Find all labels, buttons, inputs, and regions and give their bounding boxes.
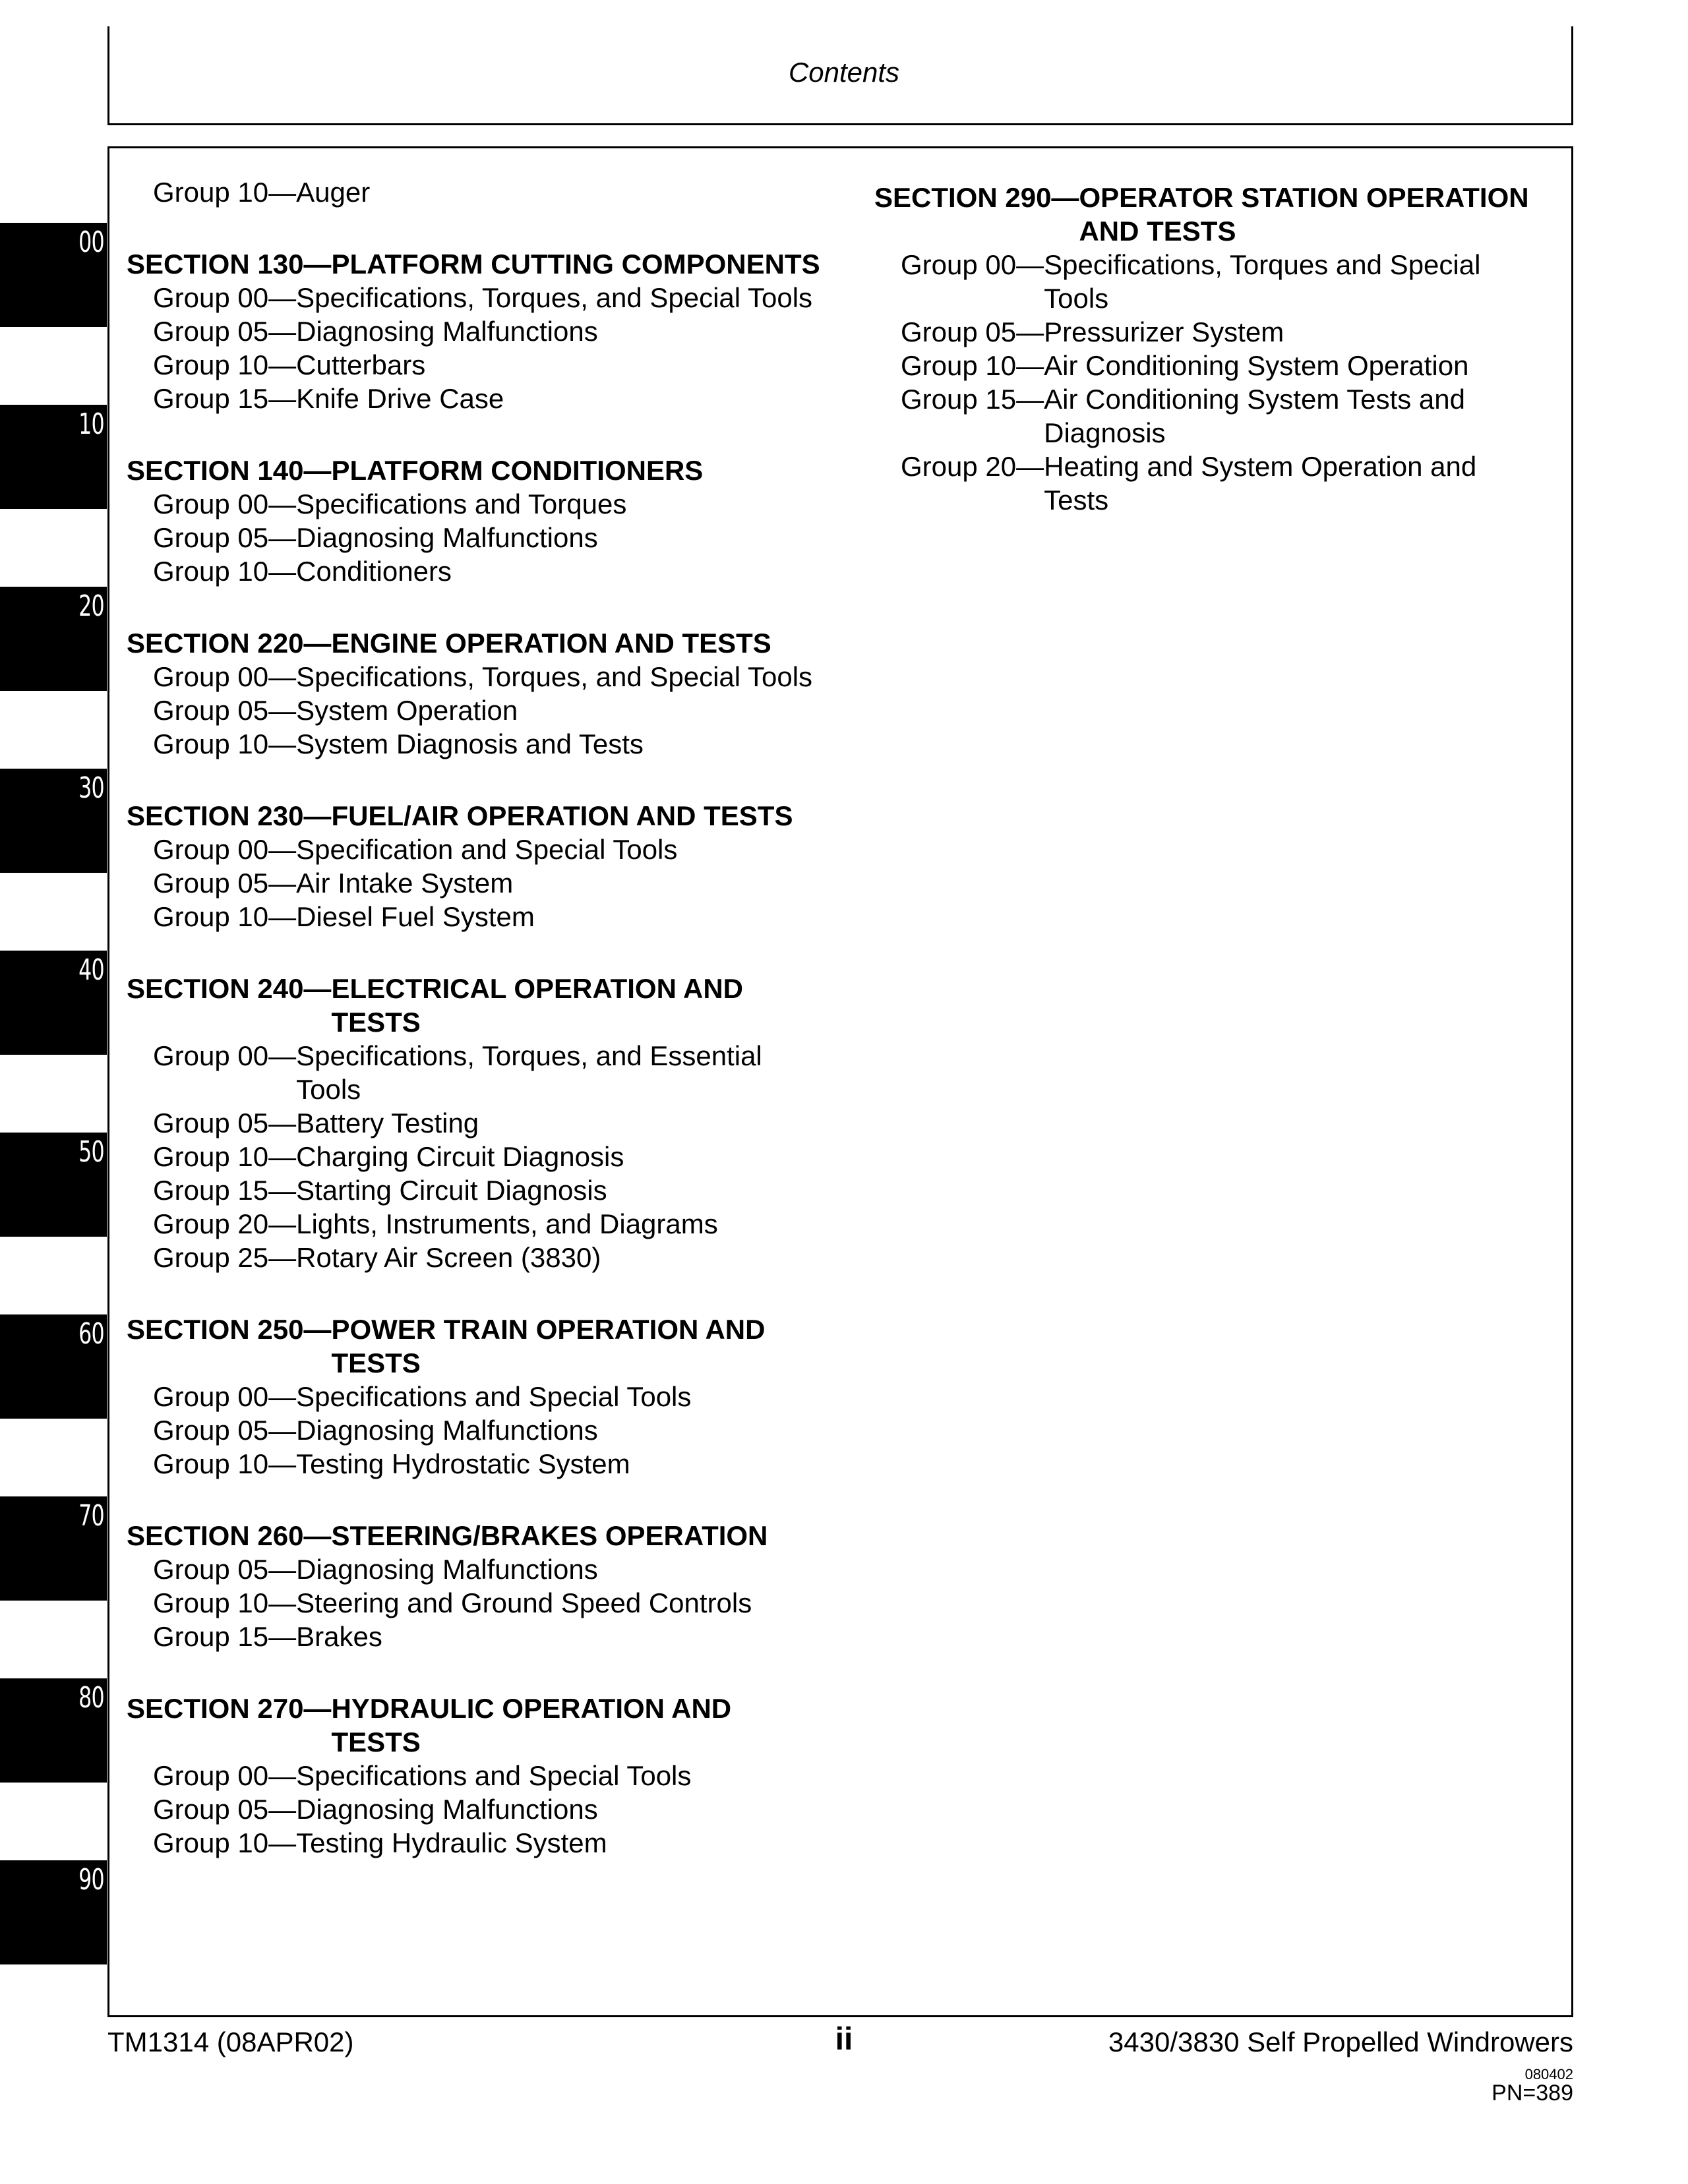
group-code: Group 15— [153,383,297,414]
group-code: Group 10— [153,728,297,759]
group-code: Group 05— [901,316,1044,347]
section-title[interactable] [127,1519,826,1552]
thumb-tab-label: 90 [78,1863,104,1897]
group-name: Steering and Ground Speed Controls [296,1587,752,1618]
group-name: Air Conditioning System Tests and Diagnosis [1044,384,1466,448]
group-name: Diagnosing Malfunctions [296,316,598,347]
toc-left-column [127,175,826,1898]
thumb-tab[interactable] [0,587,107,691]
group-name: Lights, Instruments, and Diagrams [296,1208,718,1239]
thumb-tab-label: 00 [78,225,104,259]
group-name: Air Conditioning System Operation [1044,350,1469,381]
thumb-tab[interactable] [0,1314,107,1419]
toc-group[interactable] [127,1620,826,1653]
group-name: Battery Testing [296,1107,479,1138]
toc-group[interactable] [127,1552,826,1586]
product-name: 3430/3830 Self Propelled Windrowers [1108,2026,1573,2057]
toc-section [127,626,826,761]
page-title: Contents [788,57,900,88]
section-title[interactable] [127,1692,826,1759]
section-title[interactable] [127,247,826,281]
toc-group[interactable] [127,694,826,727]
toc-group[interactable] [127,1792,826,1826]
group-code: Group 10— [153,177,297,208]
group-name: Testing Hydraulic System [296,1827,607,1858]
group-name: Specifications, Torques, and Special Tools [296,661,813,692]
group-code: Group 10— [901,350,1044,381]
group-name: Diagnosing Malfunctions [296,1554,598,1585]
toc-group[interactable] [874,382,1547,450]
toc-group[interactable] [127,1241,826,1274]
group-code: Group 10— [153,901,297,932]
group-name: Charging Circuit Diagnosis [296,1141,624,1172]
toc-group[interactable] [127,175,826,209]
group-name: Conditioners [296,556,452,587]
group-name: Diesel Fuel System [296,901,535,932]
toc-group[interactable] [127,1826,826,1860]
date-code: 080402 [1524,2066,1573,2082]
group-code: Group 00— [153,661,297,692]
toc-group[interactable] [127,314,826,348]
group-name: Starting Circuit Diagnosis [296,1175,607,1206]
thumb-tab-label: 40 [78,953,104,987]
group-code: Group 05— [153,868,297,899]
section-name: OPERATOR STATION OPERATION AND TESTS [1079,182,1529,247]
group-code: Group 00— [153,282,297,313]
toc-right-column [874,181,1547,555]
group-code: Group 05— [153,522,297,553]
section-title[interactable] [127,1313,826,1380]
section-name: ELECTRICAL OPERATION AND TESTS [331,973,744,1038]
group-code: Group 10— [153,1448,297,1479]
toc-group[interactable] [127,1759,826,1792]
group-name: Heating and System Operation and Tests [1044,451,1477,516]
section-code: SECTION 250— [127,1314,332,1345]
thumb-tab[interactable] [0,1133,107,1237]
group-code: Group 05— [153,695,297,726]
toc-group[interactable] [127,900,826,933]
thumb-tab-label: 20 [78,589,104,623]
group-code: Group 05— [153,1107,297,1138]
toc-group[interactable] [127,660,826,694]
thumb-tab[interactable] [0,1496,107,1601]
group-code: Group 20— [901,451,1044,482]
toc-group[interactable] [127,281,826,314]
toc-group[interactable] [874,450,1547,517]
group-code: Group 10— [153,349,297,380]
group-name: Specifications, Torques and Special Tools [1044,249,1481,314]
group-name: System Diagnosis and Tests [296,728,644,759]
toc-section [127,247,826,415]
group-code: Group 05— [153,316,297,347]
section-name: POWER TRAIN OPERATION AND TESTS [331,1314,766,1378]
group-code: Group 15— [901,384,1044,415]
toc-group[interactable] [127,1039,826,1106]
toc-group[interactable] [127,1207,826,1241]
section-title[interactable] [874,181,1547,248]
right-sections [874,181,1547,517]
group-name: Specifications, Torques, and Essential Tools [296,1040,762,1105]
section-code: SECTION 230— [127,800,332,831]
toc-group[interactable] [874,248,1547,315]
left-sections [127,247,826,1860]
thumb-tab[interactable] [0,405,107,509]
thumb-tab-label: 30 [78,771,104,805]
group-name: Brakes [296,1621,382,1652]
group-code: Group 00— [153,1760,297,1791]
section-name: STEERING/BRAKES OPERATION [331,1520,768,1551]
group-name: Rotary Air Screen (3830) [296,1242,601,1273]
toc-group[interactable] [874,349,1547,382]
group-name: Diagnosing Malfunctions [296,1415,598,1446]
toc-group[interactable] [127,1140,826,1173]
group-name: Auger [296,177,371,208]
thumb-tab-label: 10 [78,407,104,441]
thumb-tab-label: 80 [78,1681,104,1715]
group-name: Diagnosing Malfunctions [296,522,598,553]
thumb-tab[interactable] [0,1860,107,1964]
thumb-tabs [0,0,107,2184]
thumb-tab[interactable] [0,769,107,873]
section-title[interactable] [127,454,826,487]
toc-group[interactable] [127,866,826,900]
toc-section [127,454,826,588]
toc-group[interactable] [127,382,826,415]
group-name: Air Intake System [296,868,514,899]
section-code: SECTION 270— [127,1693,332,1724]
toc-section [127,1692,826,1860]
thumb-tab-label: 50 [78,1135,104,1169]
toc-group[interactable] [127,1173,826,1207]
section-code: SECTION 290— [874,182,1079,213]
group-code: Group 05— [153,1554,297,1585]
section-title[interactable] [127,626,826,660]
manual-id: TM1314 (08APR02) [107,2026,354,2057]
group-code: Group 05— [153,1415,297,1446]
group-name: Cutterbars [296,349,426,380]
thumb-tab-label: 70 [78,1499,104,1533]
toc-group[interactable] [874,315,1547,349]
section-name: PLATFORM CUTTING COMPONENTS [331,249,820,280]
section-name: PLATFORM CONDITIONERS [331,455,704,486]
group-code: Group 10— [153,556,297,587]
group-code: Group 10— [153,1587,297,1618]
toc-group[interactable] [127,348,826,382]
section-title[interactable] [127,972,826,1039]
section-code: SECTION 130— [127,249,332,280]
toc-group[interactable] [127,1413,826,1447]
group-name: Diagnosing Malfunctions [296,1794,598,1825]
part-number: PN=389 [1492,2081,1573,2106]
thumb-tab-label: 60 [78,1317,104,1351]
section-code: SECTION 140— [127,455,332,486]
group-code: Group 00— [153,834,297,865]
group-code: Group 10— [153,1141,297,1172]
section-name: ENGINE OPERATION AND TESTS [331,628,771,659]
toc-section [874,181,1547,517]
group-code: Group 10— [153,1827,297,1858]
section-code: SECTION 220— [127,628,332,659]
group-name: Specification and Special Tools [296,834,678,865]
group-name: Specifications and Special Tools [296,1760,692,1791]
group-name: System Operation [296,695,518,726]
group-code: Group 25— [153,1242,297,1273]
toc-group[interactable] [127,1106,826,1140]
toc-section [127,972,826,1274]
section-code: SECTION 240— [127,973,332,1004]
toc-group[interactable] [127,833,826,866]
thumb-tab[interactable] [0,223,107,327]
toc-group[interactable] [127,1586,826,1620]
toc-group[interactable] [127,1380,826,1413]
toc-group[interactable] [127,727,826,761]
toc-section [127,1519,826,1653]
toc-group[interactable] [127,521,826,554]
group-code: Group 15— [153,1621,297,1652]
section-name: FUEL/AIR OPERATION AND TESTS [331,800,793,831]
group-name: Specifications, Torques, and Special Tools [296,282,813,313]
group-code: Group 00— [153,488,297,519]
section-title[interactable] [127,799,826,833]
page-number: ii [835,2022,853,2057]
section-name: HYDRAULIC OPERATION AND TESTS [331,1693,732,1757]
group-name: Testing Hydrostatic System [296,1448,630,1479]
group-code: Group 05— [153,1794,297,1825]
group-code: Group 00— [153,1381,297,1412]
section-code: SECTION 260— [127,1520,332,1551]
group-code: Group 15— [153,1175,297,1206]
group-name: Specifications and Torques [296,488,627,519]
toc-group[interactable] [127,487,826,521]
thumb-tab[interactable] [0,951,107,1055]
toc-group[interactable] [127,554,826,588]
group-name: Specifications and Special Tools [296,1381,692,1412]
toc-group[interactable] [127,1447,826,1481]
group-code: Group 00— [153,1040,297,1071]
group-code: Group 20— [153,1208,297,1239]
toc-section [127,1313,826,1481]
toc-section [127,799,826,933]
group-name: Pressurizer System [1044,316,1284,347]
group-name: Knife Drive Case [296,383,504,414]
group-code: Group 00— [901,249,1044,280]
thumb-tab[interactable] [0,1678,107,1783]
